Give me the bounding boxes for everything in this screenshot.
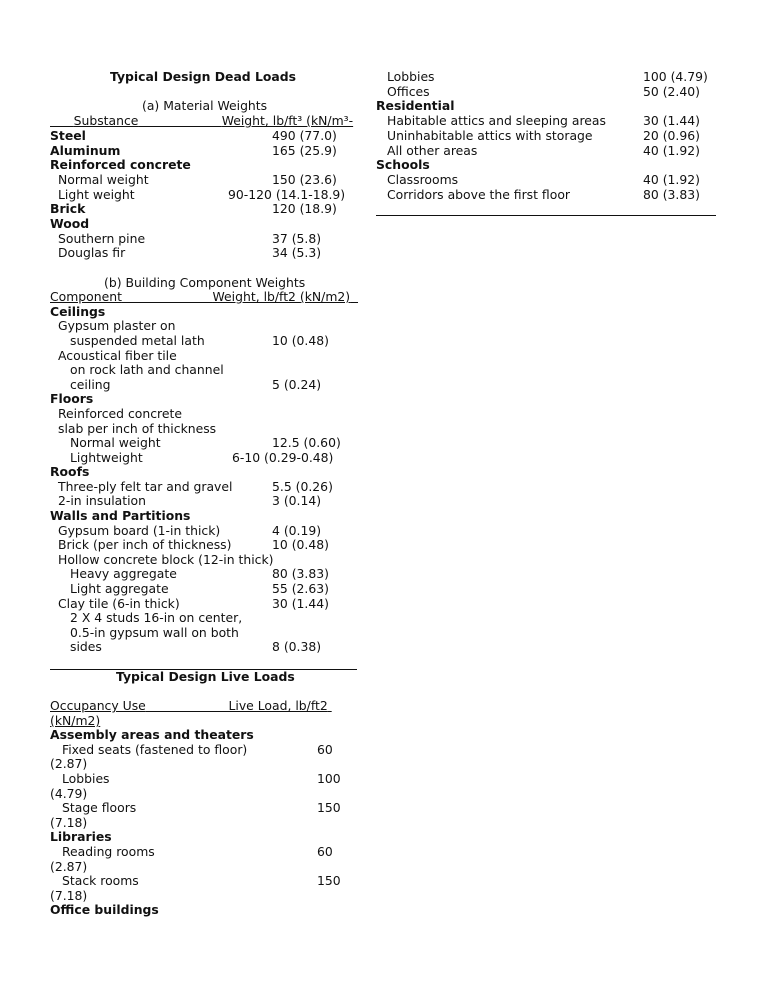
live-label-lobbies: Lobbies <box>62 771 110 786</box>
live-wrap-reading-rooms: (2.87) <box>50 859 88 874</box>
cont-label-corridors: Corridors above the first floor <box>387 187 570 202</box>
component-value-gypsum-board: 4 (0.19) <box>272 523 322 538</box>
live-wrap-fixed-seats: (2.87) <box>50 756 88 771</box>
cont-label-uninhabitable-attics: Uninhabitable attics with storage <box>387 128 593 143</box>
component-label-floors: Floors <box>50 391 94 406</box>
component-label-gypsum-plaster: Gypsum plaster on <box>58 318 176 333</box>
live-loads-title: Typical Design Live Loads <box>116 669 295 684</box>
material-label-steel: Steel <box>50 128 86 143</box>
cont-label-residential: Residential <box>376 98 455 113</box>
cont-label-habitable-attics: Habitable attics and sleeping areas <box>387 113 606 128</box>
cont-value-lobbies: 100 (4.79) <box>643 69 708 84</box>
live-value-fixed-seats: 60 <box>317 742 333 757</box>
live-value-stage-floors: 150 <box>317 800 341 815</box>
live-label-fixed-seats: Fixed seats (fastened to floor) <box>62 742 248 757</box>
live-label-stack-rooms: Stack rooms <box>62 873 139 888</box>
weight-column-label: Weight, lb/ft³ (kN/m³- <box>221 113 354 128</box>
material-label-aluminum: Aluminum <box>50 143 121 158</box>
component-label-acoustical-tile: Acoustical fiber tile <box>58 348 177 363</box>
material-label-douglas-fir: Douglas fir <box>58 245 126 260</box>
component-label-reinforced-concrete: Reinforced concrete <box>58 406 182 421</box>
component-label-ceilings: Ceilings <box>50 304 106 319</box>
component-label-roofs: Roofs <box>50 464 90 479</box>
component-label-gypsum-wall: 0.5-in gypsum wall on both <box>70 625 239 640</box>
material-label-reinforced-concrete: Reinforced concrete <box>50 157 191 172</box>
component-value-clay-tile: 30 (1.44) <box>272 596 329 611</box>
component-label-heavy-aggregate: Heavy aggregate <box>70 566 177 581</box>
component-label-rock-lath: on rock lath and channel <box>70 362 224 377</box>
live-wrap-lobbies: (4.79) <box>50 786 88 801</box>
component-value-felt-tar: 5.5 (0.26) <box>272 479 333 494</box>
component-value-normal-weight: 12.5 (0.60) <box>272 435 341 450</box>
material-value-steel: 490 (77.0) <box>272 128 337 143</box>
component-value-heavy-aggregate: 80 (3.83) <box>272 566 329 581</box>
live-label-office-buildings: Office buildings <box>50 902 159 917</box>
material-value-southern-pine: 37 (5.8) <box>272 231 322 246</box>
live-label-assembly: Assembly areas and theaters <box>50 727 254 742</box>
cont-value-corridors: 80 (3.83) <box>643 187 700 202</box>
cont-label-lobbies: Lobbies <box>387 69 435 84</box>
component-value-light-aggregate: 55 (2.63) <box>272 581 329 596</box>
material-label-wood: Wood <box>50 216 90 231</box>
live-label-reading-rooms: Reading rooms <box>62 844 155 859</box>
component-weights-heading: (b) Building Component Weights <box>104 275 306 290</box>
live-wrap-stack-rooms: (7.18) <box>50 888 88 903</box>
component-label-hollow-block: Hollow concrete block (12-in thick) <box>58 552 274 567</box>
component-label-lightweight: Lightweight <box>70 450 143 465</box>
material-value-aluminum: 165 (25.9) <box>272 143 337 158</box>
component-label-walls: Walls and Partitions <box>50 508 191 523</box>
component-label-clay-tile: Clay tile (6-in thick) <box>58 596 180 611</box>
live-wrap-stage-floors: (7.18) <box>50 815 88 830</box>
cont-label-schools: Schools <box>376 157 430 172</box>
cont-value-offices: 50 (2.40) <box>643 84 700 99</box>
component-label-metal-lath: suspended metal lath <box>70 333 205 348</box>
material-label-light-weight: Light weight <box>58 187 135 202</box>
live-loads-units-header: (kN/m2) <box>50 713 101 728</box>
material-label-normal-weight: Normal weight <box>58 172 149 187</box>
material-label-southern-pine: Southern pine <box>58 231 146 246</box>
component-value-insulation: 3 (0.14) <box>272 493 322 508</box>
live-value-stack-rooms: 150 <box>317 873 341 888</box>
material-value-douglas-fir: 34 (5.3) <box>272 245 322 260</box>
live-label-libraries: Libraries <box>50 829 112 844</box>
component-value-ceiling: 5 (0.24) <box>272 377 322 392</box>
cont-value-all-other-areas: 40 (1.92) <box>643 143 700 158</box>
component-value-sides: 8 (0.38) <box>272 639 322 654</box>
component-label-felt-tar: Three-ply felt tar and gravel <box>58 479 233 494</box>
component-label-sides: sides <box>70 639 102 654</box>
material-value-brick: 120 (18.9) <box>272 201 337 216</box>
dead-loads-title: Typical Design Dead Loads <box>110 69 297 84</box>
material-label-brick: Brick <box>50 201 86 216</box>
live-value-reading-rooms: 60 <box>317 844 333 859</box>
component-label-ceiling: ceiling <box>70 377 111 392</box>
cont-label-offices: Offices <box>387 84 430 99</box>
component-value-brick: 10 (0.48) <box>272 537 329 552</box>
material-value-light-weight: 90-120 (14.1-18.9) <box>228 187 346 202</box>
live-loads-column-header: Occupancy Use Live Load, lb/ft2 <box>50 698 328 713</box>
cont-value-classrooms: 40 (1.92) <box>643 172 700 187</box>
material-weights-heading: (a) Material Weights <box>142 98 268 113</box>
component-column-label: Component Weight, lb/ft2 (kN/m2) <box>50 289 351 304</box>
live-value-lobbies: 100 <box>317 771 341 786</box>
component-label-light-aggregate: Light aggregate <box>70 581 169 596</box>
component-value-metal-lath: 10 (0.48) <box>272 333 329 348</box>
component-label-brick: Brick (per inch of thickness) <box>58 537 232 552</box>
component-value-lightweight: 6-10 (0.29-0.48) <box>232 450 334 465</box>
substance-column-label: Substance <box>73 113 139 128</box>
cont-label-all-other-areas: All other areas <box>387 143 478 158</box>
component-label-insulation: 2-in insulation <box>58 493 146 508</box>
component-label-normal-weight: Normal weight <box>70 435 161 450</box>
cont-value-uninhabitable-attics: 20 (0.96) <box>643 128 700 143</box>
component-label-studs: 2 X 4 studs 16-in on center, <box>70 610 243 625</box>
cont-label-classrooms: Classrooms <box>387 172 459 187</box>
table-end-rule <box>376 215 716 216</box>
component-label-slab-thickness: slab per inch of thickness <box>58 421 217 436</box>
component-label-gypsum-board: Gypsum board (1-in thick) <box>58 523 221 538</box>
cont-value-habitable-attics: 30 (1.44) <box>643 113 700 128</box>
live-label-stage-floors: Stage floors <box>62 800 137 815</box>
material-value-normal-weight: 150 (23.6) <box>272 172 337 187</box>
